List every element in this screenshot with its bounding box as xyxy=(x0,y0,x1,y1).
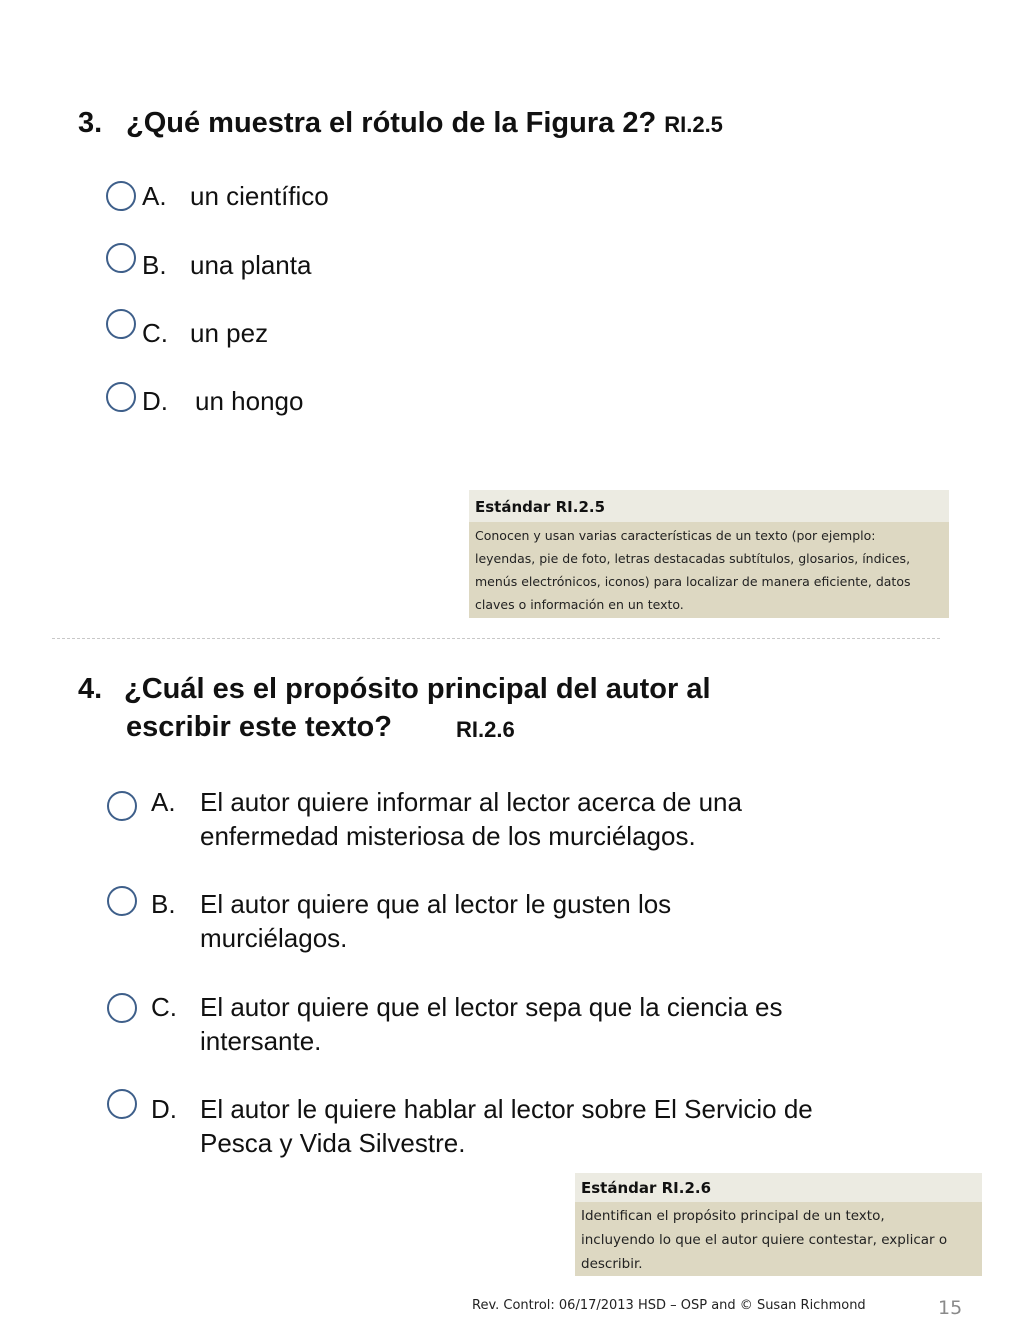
question-text xyxy=(126,106,723,142)
option-text-line-1: El autor quiere informar al lector acerca de una xyxy=(200,787,742,817)
standard-box xyxy=(575,1173,982,1276)
radio-option-a[interactable] xyxy=(106,181,136,211)
footer-revision: Rev. Control: 06/17/2013 HSD – OSP and © Susan Richmond xyxy=(472,1298,866,1313)
option-letter: B. xyxy=(142,250,167,280)
standard-code: RI.2.6 xyxy=(456,717,515,742)
option-text-line-1: El autor quiere que al lector le gusten los xyxy=(200,889,672,919)
option-letter: C. xyxy=(151,992,177,1022)
option-text-line-2: intersante. xyxy=(200,1026,322,1056)
standard-box-title: Estándar RI.2.5 xyxy=(469,490,949,522)
option-text: un científico xyxy=(190,181,329,211)
option-text-line-1: El autor le quiere hablar al lector sobre El Servicio de xyxy=(200,1094,813,1124)
option-letter: C. xyxy=(142,318,168,348)
option-letter: B. xyxy=(151,889,176,919)
question-text-line-2: escribir este texto? xyxy=(126,711,392,743)
question-prompt: ¿Qué muestra el rótulo de la Figura 2? xyxy=(126,107,657,139)
standard-box-line: leyendas, pie de foto, letras destacadas subtítulos, glosarios, índices, xyxy=(475,551,911,566)
option-text: un hongo xyxy=(195,386,304,416)
standard-box-body xyxy=(575,1202,982,1276)
standard-box-body xyxy=(469,522,949,618)
radio-option-b[interactable] xyxy=(106,243,136,273)
option-text-line-2: murciélagos. xyxy=(200,923,348,953)
standard-box-line: menús electrónicos, iconos) para localizar de manera eficiente, datos xyxy=(475,574,911,589)
option-letter: A. xyxy=(142,181,167,211)
option-text-line-1: El autor quiere que el lector sepa que la ciencia es xyxy=(200,992,783,1022)
standard-code: RI.2.5 xyxy=(664,112,723,137)
standard-box-line: Identifican el propósito principal de un texto, xyxy=(581,1208,885,1224)
option-letter: D. xyxy=(142,386,168,416)
standard-box xyxy=(469,490,949,618)
option-letter: A. xyxy=(151,787,176,817)
standard-box-line: Conocen y usan varias características de un texto (por ejemplo: xyxy=(475,528,876,543)
question-number: 4. xyxy=(78,673,103,705)
radio-option-d[interactable] xyxy=(106,382,136,412)
option-text: un pez xyxy=(190,318,269,348)
standard-box-line: claves o información en un texto. xyxy=(475,597,684,612)
radio-option-c[interactable] xyxy=(106,309,136,339)
option-text-line-2: enfermedad misteriosa de los murciélagos. xyxy=(200,821,696,851)
question-number: 3. xyxy=(78,107,103,139)
radio-option-d[interactable] xyxy=(107,1089,137,1119)
option-text-line-2: Pesca y Vida Silvestre. xyxy=(200,1128,466,1158)
question-text-line-1: ¿Cuál es el propósito principal del autor al xyxy=(124,673,711,705)
section-divider xyxy=(52,638,940,639)
radio-option-a[interactable] xyxy=(107,791,137,821)
page-number: 15 xyxy=(938,1297,963,1319)
radio-option-c[interactable] xyxy=(107,993,137,1023)
standard-box-line: describir. xyxy=(581,1256,643,1272)
radio-option-b[interactable] xyxy=(107,886,137,916)
option-text: una planta xyxy=(190,250,312,280)
option-letter: D. xyxy=(151,1094,177,1124)
standard-box-line: incluyendo lo que el autor quiere contestar, explicar o xyxy=(581,1232,948,1248)
standard-box-title: Estándar RI.2.6 xyxy=(575,1173,982,1202)
